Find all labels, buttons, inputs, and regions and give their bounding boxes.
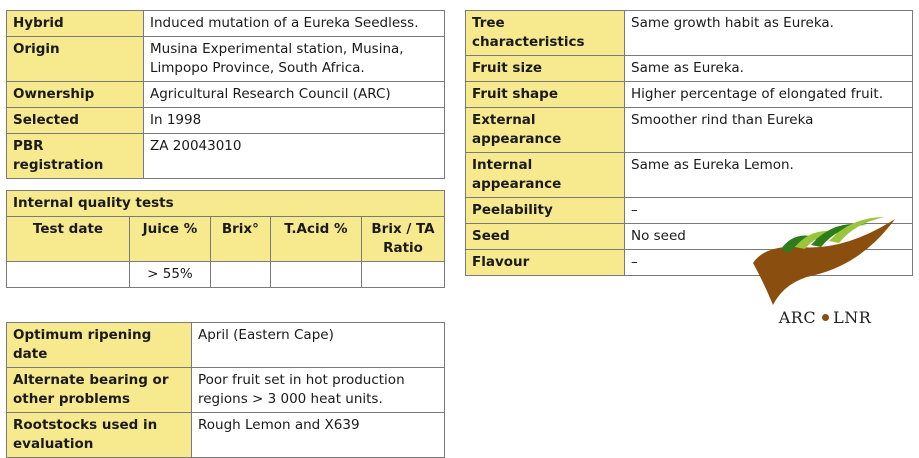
row-label: Hybrid	[7, 11, 144, 37]
table-row	[7, 413, 445, 458]
row-value: ZA 20043010	[144, 134, 445, 179]
row-value: Induced mutation of a Eureka Seedless.	[144, 11, 445, 37]
table-row	[7, 11, 445, 37]
table-row	[466, 108, 913, 153]
logo-text	[745, 308, 905, 327]
table-header-row	[7, 217, 445, 262]
row-label: Flavour	[466, 250, 625, 276]
row-label: Origin	[7, 37, 144, 82]
table-title-row	[7, 191, 445, 217]
column-header: T.Acid %	[270, 217, 361, 262]
logo-text-arc: ARC	[778, 308, 817, 327]
row-label: Ownership	[7, 82, 144, 108]
column-header: Test date	[7, 217, 130, 262]
row-value: Agricultural Research Council (ARC)	[144, 82, 445, 108]
row-label: Fruit size	[466, 56, 625, 82]
row-label: Peelability	[466, 198, 625, 224]
table-row	[7, 82, 445, 108]
row-value: Poor fruit set in hot production regions > 3 000 heat units.	[192, 368, 445, 413]
row-label: Rootstocks used in evaluation	[7, 413, 192, 458]
row-value: –	[625, 198, 913, 224]
row-value: Same as Eureka Lemon.	[625, 153, 913, 198]
row-value: –	[625, 250, 913, 276]
row-value: Musina Experimental station, Musina, Limpopo Province, South Africa.	[144, 37, 445, 82]
row-label: Selected	[7, 108, 144, 134]
row-value: Smoother rind than Eureka	[625, 108, 913, 153]
row-label: Tree characteristics	[466, 11, 625, 56]
logo-dot-icon	[822, 314, 829, 321]
table-row	[466, 11, 913, 56]
table-cell: > 55%	[130, 262, 211, 288]
row-value: Higher percentage of elongated fruit.	[625, 82, 913, 108]
table-row	[7, 37, 445, 82]
row-label: External appearance	[466, 108, 625, 153]
column-header: Brix°	[210, 217, 270, 262]
column-header: Juice %	[130, 217, 211, 262]
logo-text-lnr: LNR	[833, 308, 872, 327]
table-row	[7, 108, 445, 134]
table-row	[466, 82, 913, 108]
row-label: PBR registration	[7, 134, 144, 179]
row-value: April (Eastern Cape)	[192, 323, 445, 368]
internal-quality-table	[6, 190, 445, 288]
row-value: In 1998	[144, 108, 445, 134]
table-row	[7, 262, 445, 288]
row-label: Optimum ripening date	[7, 323, 192, 368]
row-label: Alternate bearing or other problems	[7, 368, 192, 413]
row-value: Same as Eureka.	[625, 56, 913, 82]
cultivar-info-table	[6, 10, 445, 179]
table-cell	[7, 262, 130, 288]
table-row	[7, 134, 445, 179]
table-cell	[362, 262, 445, 288]
column-header: Brix / TA Ratio	[362, 217, 445, 262]
table-row	[7, 323, 445, 368]
ripening-table	[6, 322, 445, 458]
table-cell	[210, 262, 270, 288]
table-title: Internal quality tests	[7, 191, 445, 217]
table-row	[466, 153, 913, 198]
row-label: Internal appearance	[466, 153, 625, 198]
row-value: No seed	[625, 224, 913, 250]
row-label: Seed	[466, 224, 625, 250]
row-label: Fruit shape	[466, 82, 625, 108]
table-row	[7, 368, 445, 413]
table-cell	[270, 262, 361, 288]
table-row	[466, 56, 913, 82]
row-value: Rough Lemon and X639	[192, 413, 445, 458]
row-value: Same growth habit as Eureka.	[625, 11, 913, 56]
